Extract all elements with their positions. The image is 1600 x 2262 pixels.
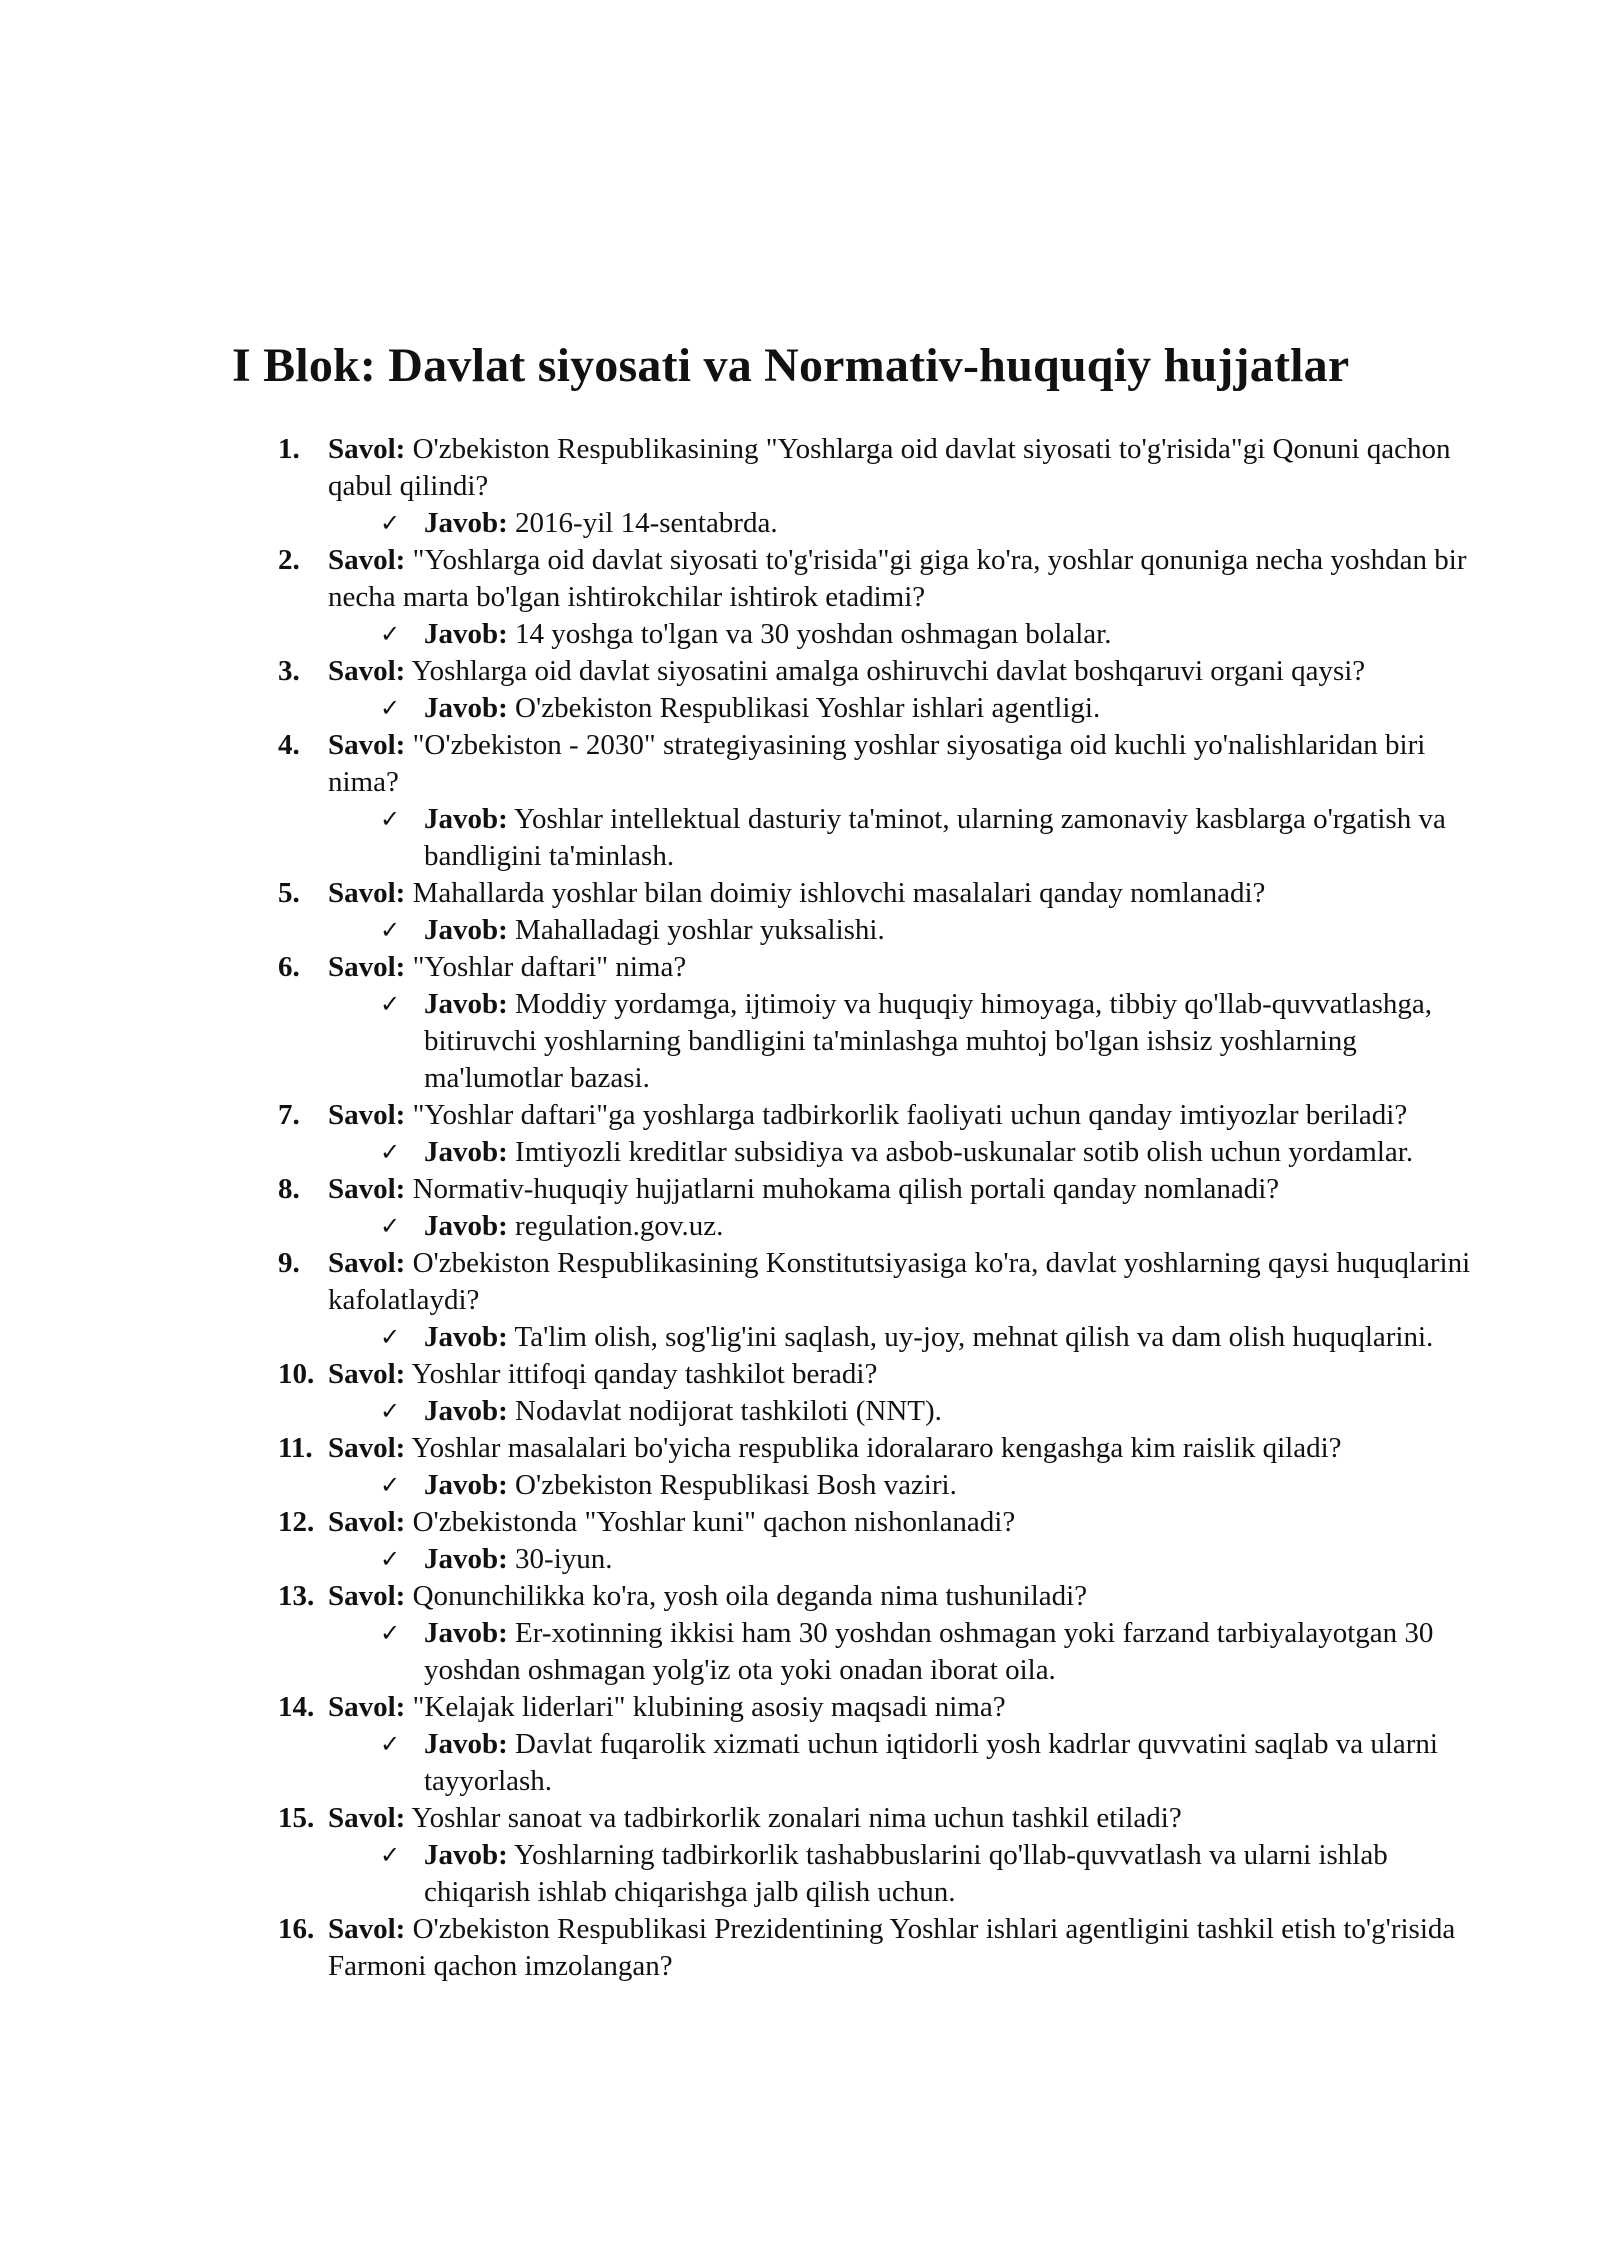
answer-label: Javob: (424, 507, 508, 539)
question (278, 1245, 1500, 1319)
question (278, 1171, 1500, 1208)
answer (328, 1837, 1500, 1911)
question (278, 1097, 1500, 1134)
answer-label: Javob: (424, 1321, 508, 1353)
checkmark-icon: ✓ (380, 1619, 401, 1647)
question (278, 1911, 1500, 1985)
question-label: Savol: (328, 1691, 406, 1723)
question (278, 1578, 1500, 1615)
checkmark-icon: ✓ (380, 916, 401, 944)
question-text: Mahallarda yoshlar bilan doimiy ishlovchi masalalari qanday nomlanadi? (412, 877, 1266, 909)
answer-text: Yoshlar intellektual dasturiy ta'minot, ularning zamonaviy kasblarga o'rgatish va bandligini ta'minlash. (424, 803, 1446, 872)
question-number: 1. (278, 433, 300, 465)
checkmark-icon: ✓ (380, 694, 401, 722)
question (278, 1800, 1500, 1837)
checkmark-icon: ✓ (380, 1841, 401, 1869)
answer (328, 1541, 1500, 1578)
question-label: Savol: (328, 1099, 406, 1131)
question (278, 1356, 1500, 1393)
question-label: Savol: (328, 1506, 406, 1538)
question-text: Yoshlar ittifoqi qanday tashkilot beradi? (411, 1358, 878, 1390)
question-number: 15. (278, 1802, 315, 1834)
answer-label: Javob: (424, 692, 508, 724)
answer-label: Javob: (424, 803, 508, 835)
answer-label: Javob: (424, 914, 508, 946)
qa-item (232, 1356, 1500, 1430)
qa-item (232, 1800, 1500, 1911)
answer (328, 912, 1500, 949)
checkmark-icon: ✓ (380, 620, 401, 648)
answer (328, 1208, 1500, 1245)
qa-list (232, 431, 1500, 1985)
answer (328, 1467, 1500, 1504)
question-label: Savol: (328, 1580, 406, 1612)
answer-label: Javob: (424, 1617, 508, 1649)
question-text: Yoshlar sanoat va tadbirkorlik zonalari nima uchun tashkil etiladi? (411, 1802, 1182, 1834)
qa-item (232, 542, 1500, 653)
answer (328, 616, 1500, 653)
question-number: 3. (278, 655, 300, 687)
answer (328, 1393, 1500, 1430)
question (278, 949, 1500, 986)
question-number: 12. (278, 1506, 315, 1538)
answer-label: Javob: (424, 1136, 508, 1168)
question-number: 6. (278, 951, 300, 983)
checkmark-icon: ✓ (380, 509, 401, 537)
question-text: "Yoshlar daftari"ga yoshlarga tadbirkorlik faoliyati uchun qanday imtiyozlar beriladi? (412, 1099, 1408, 1131)
question-label: Savol: (328, 1358, 406, 1390)
question-text: "O'zbekiston - 2030" strategiyasining yoshlar siyosatiga oid kuchli yo'nalishlaridan biri nima? (328, 729, 1426, 798)
answer-text: Davlat fuqarolik xizmati uchun iqtidorli yosh kadrlar quvvatini saqlab va ularni tayyorlash. (424, 1728, 1438, 1797)
question-text: O'zbekiston Respublikasining Konstitutsiyasiga ko'ra, davlat yoshlarning qaysi huquqlarini kafolatlaydi? (328, 1247, 1471, 1316)
question-label: Savol: (328, 1173, 406, 1205)
answer-text: Ta'lim olish, sog'lig'ini saqlash, uy-joy, mehnat qilish va dam olish huquqlarini. (514, 1321, 1434, 1353)
checkmark-icon: ✓ (380, 1471, 401, 1499)
qa-item (232, 1430, 1500, 1504)
answer-text: Yoshlarning tadbirkorlik tashabbuslarini qo'llab-quvvatlash va ularni ishlab chiqarish ishlab chiqarishga jalb qilish uchun. (424, 1839, 1388, 1908)
question-number: 5. (278, 877, 300, 909)
question-number: 13. (278, 1580, 315, 1612)
question-label: Savol: (328, 1247, 406, 1279)
answer-text: O'zbekiston Respublikasi Bosh vaziri. (515, 1469, 957, 1501)
answer-text: Nodavlat nodijorat tashkiloti (NNT). (515, 1395, 942, 1427)
qa-item (232, 949, 1500, 1097)
checkmark-icon: ✓ (380, 1730, 401, 1758)
qa-item (232, 875, 1500, 949)
question (278, 542, 1500, 616)
question (278, 1689, 1500, 1726)
answer (328, 1319, 1500, 1356)
question-number: 2. (278, 544, 300, 576)
question-number: 10. (278, 1358, 315, 1390)
question (278, 875, 1500, 912)
qa-item (232, 1504, 1500, 1578)
checkmark-icon: ✓ (380, 1212, 401, 1240)
answer-text: Er-xotinning ikkisi ham 30 yoshdan oshmagan yoki farzand tarbiyalayotgan 30 yoshdan oshmagan yolg'iz ota yoki onadan iborat oila. (424, 1617, 1434, 1686)
question-label: Savol: (328, 544, 406, 576)
question (278, 653, 1500, 690)
checkmark-icon: ✓ (380, 1397, 401, 1425)
qa-item (232, 1911, 1500, 1985)
qa-item (232, 1097, 1500, 1171)
question-number: 11. (278, 1432, 313, 1464)
question-text: Qonunchilikka ko'ra, yosh oila deganda nima tushuniladi? (412, 1580, 1088, 1612)
answer-label: Javob: (424, 1469, 508, 1501)
question-text: "Yoshlarga oid davlat siyosati to'g'risida"gi giga ko'ra, yoshlar qonuniga necha yoshdan bir necha marta bo'lgan ishtirokchilar ishtirok etadimi? (328, 544, 1467, 613)
answer-text: 2016-yil 14-sentabrda. (515, 507, 778, 539)
question-label: Savol: (328, 951, 406, 983)
question-number: 8. (278, 1173, 300, 1205)
question-text: Yoshlar masalalari bo'yicha respublika idoralararo kengashga kim raislik qiladi? (411, 1432, 1342, 1464)
page-title: I Blok: Davlat siyosati va Normativ-huquqiy hujjatlar (232, 339, 1350, 392)
question-number: 7. (278, 1099, 300, 1131)
qa-item (232, 1578, 1500, 1689)
answer (328, 1726, 1500, 1800)
checkmark-icon: ✓ (380, 1323, 401, 1351)
answer-text: regulation.gov.uz. (515, 1210, 724, 1242)
answer-label: Javob: (424, 1728, 508, 1760)
question-label: Savol: (328, 1432, 406, 1464)
question-label: Savol: (328, 655, 406, 687)
answer-text: Moddiy yordamga, ijtimoiy va huquqiy himoyaga, tibbiy qo'llab-quvvatlashga, bitiruvchi yoshlarning bandligini ta'minlashga muhtoj bo'lgan ishsiz yoshlarning ma'lumotlar bazasi. (424, 988, 1433, 1094)
answer (328, 801, 1500, 875)
answer (328, 1134, 1500, 1171)
question-label: Savol: (328, 433, 406, 465)
question-text: O'zbekiston Respublikasining "Yoshlarga oid davlat siyosati to'g'risida"gi Qonuni qachon qabul qilindi? (328, 433, 1451, 502)
answer-label: Javob: (424, 1395, 508, 1427)
checkmark-icon: ✓ (380, 805, 401, 833)
answer-label: Javob: (424, 1210, 508, 1242)
question-label: Savol: (328, 729, 406, 761)
question (278, 1504, 1500, 1541)
answer-text: O'zbekiston Respublikasi Yoshlar ishlari agentligi. (515, 692, 1101, 724)
question (278, 1430, 1500, 1467)
qa-item (232, 653, 1500, 727)
qa-item (232, 431, 1500, 542)
answer-label: Javob: (424, 618, 508, 650)
question-label: Savol: (328, 1802, 406, 1834)
question-text: Yoshlarga oid davlat siyosatini amalga oshiruvchi davlat boshqaruvi organi qaysi? (411, 655, 1366, 687)
question-label: Savol: (328, 877, 406, 909)
answer-text: 30-iyun. (515, 1543, 613, 1575)
question (278, 431, 1500, 505)
question-number: 9. (278, 1247, 300, 1279)
qa-item (232, 727, 1500, 875)
qa-item (232, 1689, 1500, 1800)
question-number: 16. (278, 1913, 315, 1945)
question-label: Savol: (328, 1913, 406, 1945)
question-number: 14. (278, 1691, 315, 1723)
checkmark-icon: ✓ (380, 1138, 401, 1166)
question (278, 727, 1500, 801)
question-text: O'zbekiston Respublikasi Prezidentining Yoshlar ishlari agentligini tashkil etish to'g'risida Farmoni qachon imzolangan? (328, 1913, 1456, 1982)
answer-label: Javob: (424, 1839, 508, 1871)
answer-label: Javob: (424, 988, 508, 1020)
answer (328, 505, 1500, 542)
answer-label: Javob: (424, 1543, 508, 1575)
qa-item (232, 1171, 1500, 1245)
question-text: O'zbekistonda "Yoshlar kuni" qachon nishonlanadi? (412, 1506, 1016, 1538)
question-number: 4. (278, 729, 300, 761)
checkmark-icon: ✓ (380, 1545, 401, 1573)
checkmark-icon: ✓ (380, 990, 401, 1018)
answer (328, 986, 1500, 1097)
question-text: "Kelajak liderlari" klubining asosiy maqsadi nima? (412, 1691, 1006, 1723)
answer-text: 14 yoshga to'lgan va 30 yoshdan oshmagan bolalar. (515, 618, 1112, 650)
answer (328, 1615, 1500, 1689)
answer-text: Imtiyozli kreditlar subsidiya va asbob-uskunalar sotib olish uchun yordamlar. (515, 1136, 1414, 1168)
answer (328, 690, 1500, 727)
qa-item (232, 1245, 1500, 1356)
question-text: "Yoshlar daftari" nima? (412, 951, 687, 983)
question-text: Normativ-huquqiy hujjatlarni muhokama qilish portali qanday nomlanadi? (412, 1173, 1280, 1205)
answer-text: Mahalladagi yoshlar yuksalishi. (515, 914, 885, 946)
